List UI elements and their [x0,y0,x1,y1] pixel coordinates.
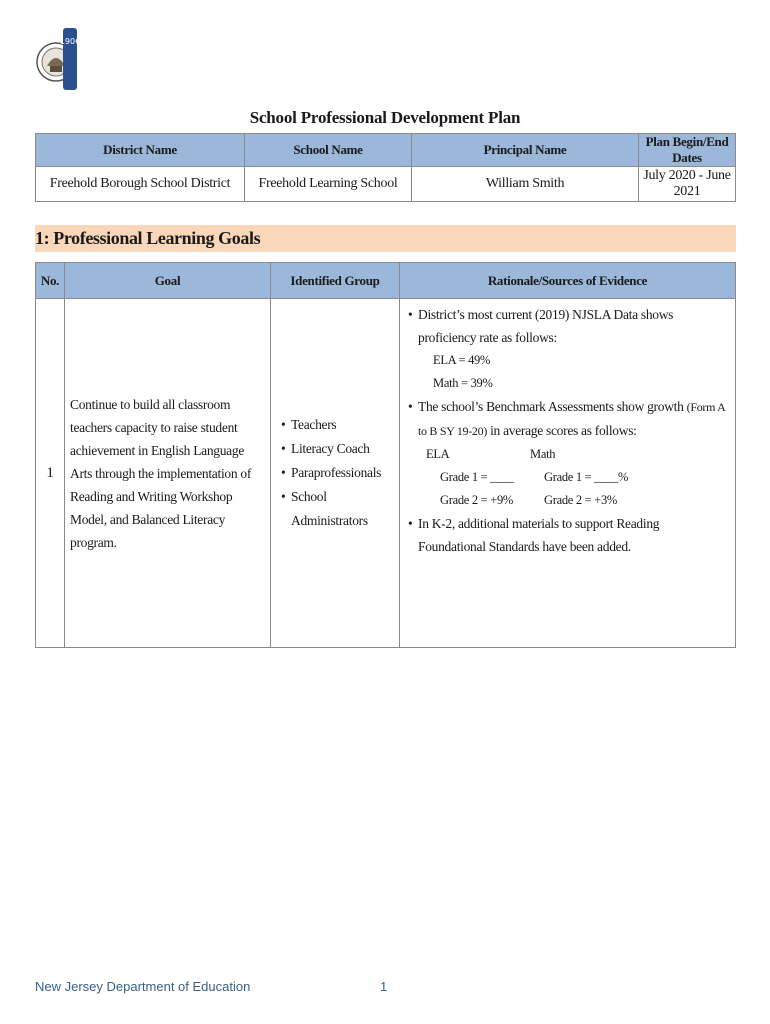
header-district-name: District Name [36,134,245,167]
header-no: No. [36,263,65,299]
school-name-value: Freehold Learning School [245,167,412,202]
grade-1-math: Grade 1 = ____% [544,470,629,484]
district-seal-logo [36,26,81,96]
goal-number: 1 [36,299,65,648]
page-title: School Professional Development Plan [249,108,521,127]
header-rationale: Rationale/Sources of Evidence [400,263,736,299]
district-name-value: Freehold Borough School District [36,167,245,202]
principal-name-value: William Smith [412,167,639,202]
header-principal-name: Principal Name [412,134,639,167]
benchmark-tail: in average scores as follows: [490,423,637,438]
col-math: Math [530,447,556,461]
school-info-table [35,133,736,202]
col-ela: ELA [426,447,450,461]
list-item: • School Administrators [281,485,395,533]
benchmark-col-headers [408,443,729,466]
rationale-bullet-njsla: • District’s most current (2019) NJSLA Data shows proficiency rate as follows: [408,303,729,349]
section-banner [35,225,736,252]
grade-1-ela: Grade 1 = ____ [440,470,515,484]
svg-text:1906: 1906 [59,37,81,46]
plan-dates-value: July 2020 - June 2021 [639,167,736,202]
list-item: • Literacy Coach [281,437,395,461]
grade-2-math: Grade 2 = +3% [544,493,618,507]
grade-1-row [408,466,729,489]
footer-organization: New Jersey Department of Education [35,979,251,994]
identified-group-list [281,413,395,533]
header-identified-group: Identified Group [271,263,400,299]
header-goal: Goal [65,263,271,299]
list-item: • Teachers [281,413,395,437]
rationale-bullet-benchmark [408,395,729,443]
page-number: 1 [380,979,388,994]
njsla-math: Math = 39% [433,376,493,390]
benchmark-text: The school’s Benchmark Assessments show growth [418,399,684,414]
grade-2-row [408,489,729,512]
list-item: • Paraprofessionals [281,461,395,485]
rationale-cell [400,299,736,648]
benchmark-form: (Form A to B SY 19-20) [418,400,725,438]
table-row [36,299,736,648]
identified-group-cell [271,299,400,648]
section-title: 1: Professional Learning Goals [35,228,261,248]
goal-text: Continue to build all classroom teachers capacity to raise student achievement in English Language Arts through the implementation of Reading and Writing Workshop Model, and Balanced Literacy program. [65,299,271,648]
rationale-bullet-k2: • In K-2, additional materials to support Reading Foundational Standards have been added. [408,512,729,558]
header-plan-dates: Plan Begin/End Dates [639,134,736,167]
goals-table [35,262,736,648]
header-school-name: School Name [245,134,412,167]
njsla-ela: ELA = 49% [433,353,491,367]
grade-2-ela: Grade 2 = +9% [440,493,514,507]
